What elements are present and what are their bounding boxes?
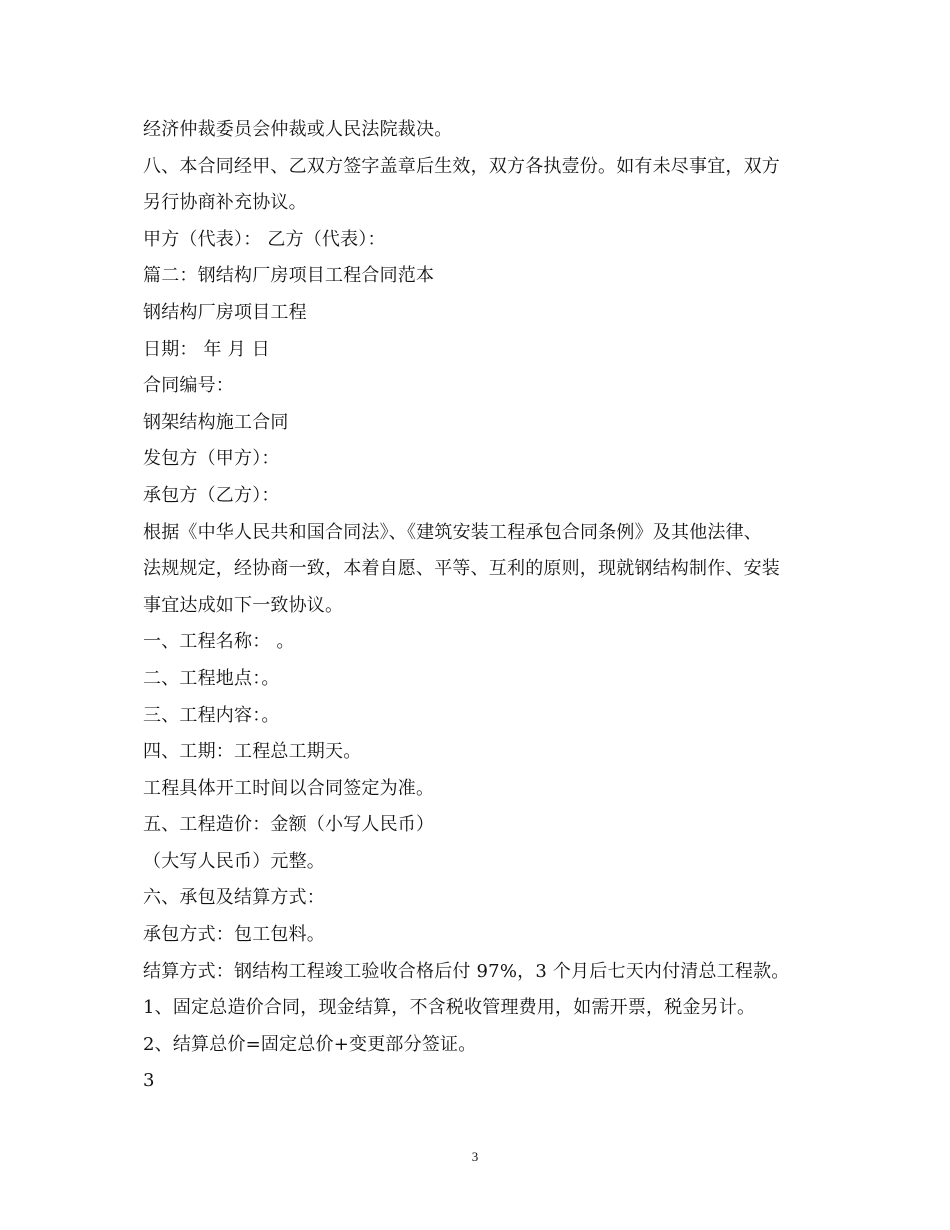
page-number: 3 (471, 1149, 479, 1164)
section-heading: 篇二：钢结构厂房项目工程合同范本 (143, 265, 435, 287)
text-line: 事宜达成如下一致协议。 (143, 594, 344, 616)
text-line: 日期： 年 月 日 (143, 338, 270, 360)
text-line: 八、本合同经甲、乙双方签字盖章后生效，双方各执壹份。如有未尽事宜，双方 (143, 155, 780, 177)
text-line: （大写人民币）元整。 (143, 850, 325, 872)
text-line: 另行协商补充协议。 (143, 192, 307, 214)
text-line: 承包方式：包工包料。 (143, 924, 325, 946)
text-line: 二、工程地点：。 (143, 667, 280, 689)
text-line: 发包方（甲方）： (143, 448, 280, 470)
text-line: 甲方（代表）： 乙方（代表）： (143, 228, 386, 250)
text-line: 3 (143, 1070, 155, 1092)
text-line: 一、工程名称： 。 (143, 631, 295, 653)
text-line: 五、工程造价：金额（小写人民币） (143, 814, 435, 836)
text-line: 钢架结构施工合同 (143, 411, 289, 433)
text-line: 法规规定，经协商一致，本着自愿、平等、互利的原则，现就钢结构制作、安装 (143, 558, 780, 580)
text-line: 工程具体开工时间以合同签定为准。 (143, 777, 435, 799)
text-line: 六、承包及结算方式： (143, 887, 325, 909)
text-line: 1、固定总造价合同，现金结算，不含税收管理费用，如需开票，税金另计。 (143, 997, 756, 1019)
text-line: 钢结构厂房项目工程 (143, 301, 307, 323)
text-line: 2、结算总价=固定总价+变更部分签证。 (143, 1033, 477, 1055)
text-line: 合同编号： (143, 375, 234, 397)
text-line: 根据《中华人民共和国合同法》、《建筑安装工程承包合同条例》及其他法律、 (143, 521, 762, 543)
document-body (143, 112, 823, 1100)
text-line: 结算方式：钢结构工程竣工验收合格后付 97%，3 个月后七天内付清总工程款。 (143, 960, 790, 982)
text-line: 三、工程内容：。 (143, 704, 280, 726)
text-line: 四、工期：工程总工期天。 (143, 741, 362, 763)
text-line: 经济仲裁委员会仲裁或人民法院裁决。 (143, 119, 453, 140)
text-line: 承包方（乙方）： (143, 484, 280, 506)
